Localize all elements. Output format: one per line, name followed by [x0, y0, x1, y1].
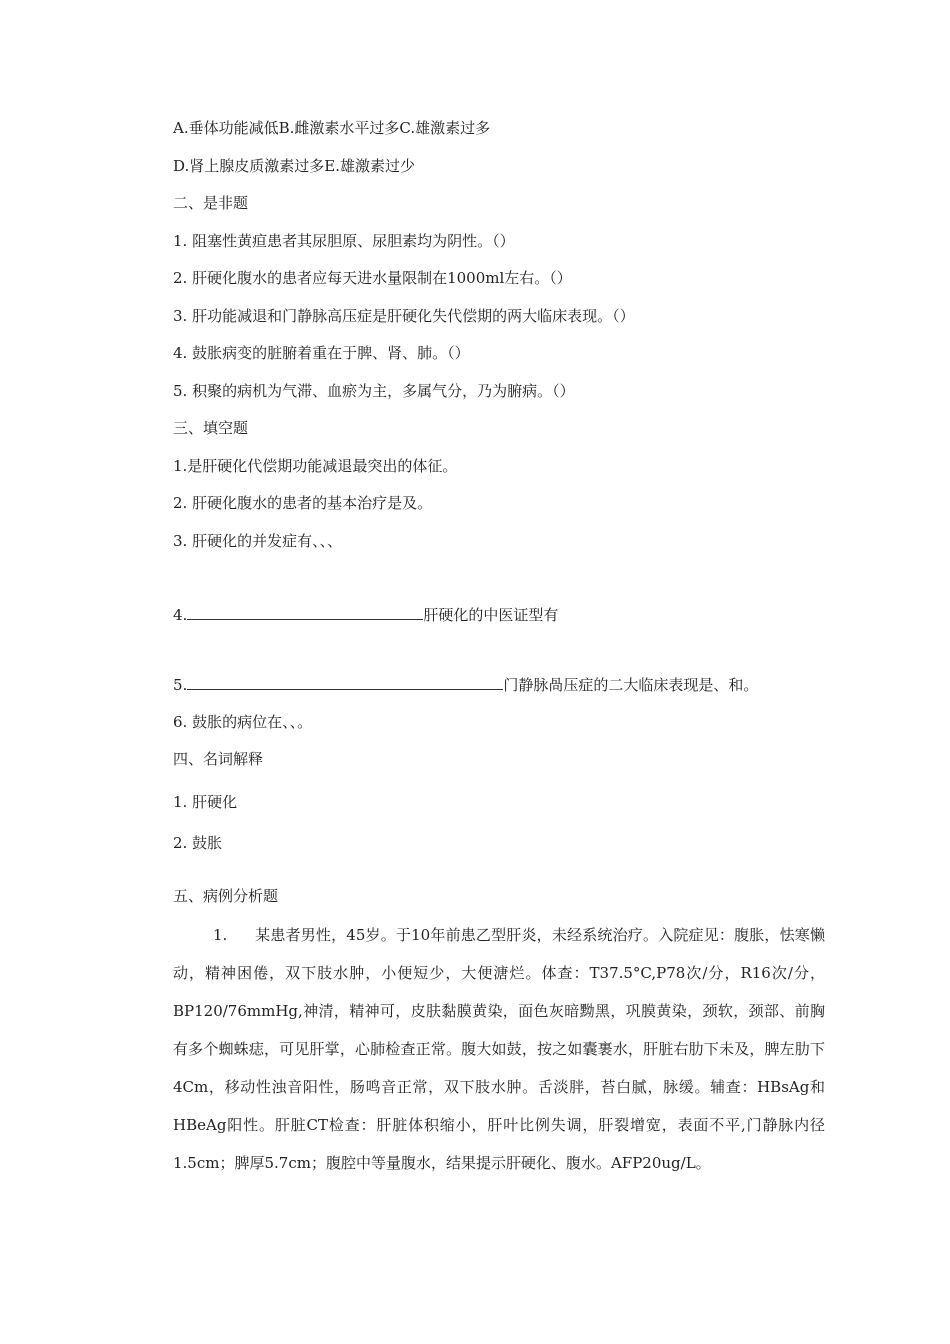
fill-blank-item: 1.是肝硬化代偿期功能减退最突出的体征。 — [173, 457, 458, 475]
section-title-terms: 四、名词解释 — [173, 750, 264, 768]
fill-blank-item — [173, 675, 758, 695]
answer-blank[interactable] — [187, 605, 423, 620]
case-text: 某患者男性，45岁。于10年前患乙型肝炎，未经系统治疗。入院症见：腹胀，怯寒懒动，精神困倦，双下肢水肿，小便短少，大便溏烂。体查：T37.5°C,P78次/分，R16次/分，BP120/76mmHg,神清，精神可，皮肤黏膜黄染，面色灰暗黝黑，巩膜黄染，颈软，颈部、前胸有多个蜘蛛痣，可见肝掌，心肺检查正常。腹大如鼓，按之如囊裹水，肝脏右肋下未及，脾左肋下4Cm，移动性浊音阳性，肠鸣音正常，双下肢水肿。舌淡胖，苔白腻，脉缓。辅查：HBsAg和HBeAg阳性。肝脏CT检查：肝脏体积缩小，肝叶比例失调，肝裂增宽，表面不平,门静脉内径1.5cm；脾厚5.7cm；腹腔中等量腹水，结果提示肝硬化、腹水。AFP20ug/L。 — [173, 926, 825, 1172]
item-number: 5. — [173, 676, 188, 694]
fill-blank-item — [173, 605, 558, 625]
case-paragraph — [173, 916, 825, 1182]
item-text: 门静脉咼压症的二大临床表现是、和。 — [503, 676, 759, 694]
section-title-true-false: 二、是非题 — [173, 194, 249, 212]
option-line-abc: A.垂体功能减低B.雌激素水平过多C.雄激素过多 — [173, 119, 491, 137]
term-item: 2. 鼓胀 — [173, 834, 223, 852]
true-false-item: 5. 积聚的病机为气滞、血瘀为主，多属气分，乃为腑病。（） — [173, 382, 575, 400]
true-false-item: 2. 肝硬化腹水的患者应每天进水量限制在1000ml左右。（） — [173, 269, 572, 287]
fill-blank-item: 2. 肝硬化腹水的患者的基本治疗是及。 — [173, 494, 433, 512]
term-item: 1. 肝硬化 — [173, 793, 238, 811]
section-title-case: 五、病例分析题 — [173, 887, 279, 905]
true-false-item: 3. 肝功能减退和门静脉高压症是肝硬化失代偿期的两大临床表现。（） — [173, 307, 635, 325]
item-number: 4. — [173, 606, 188, 624]
fill-blank-item: 3. 肝硬化的并发症有、、、 — [173, 532, 343, 550]
true-false-item: 4. 鼓胀病变的脏腑着重在于脾、肾、肺。（） — [173, 344, 470, 362]
answer-blank[interactable] — [187, 675, 503, 690]
true-false-item: 1. 阻塞性黄疸患者其尿胆原、尿胆素均为阴性。（） — [173, 232, 515, 250]
case-number: 1. — [213, 926, 228, 944]
option-line-de: D.肾上腺皮质激素过多E.雄激素过少 — [173, 157, 415, 175]
section-title-fill-blank: 三、填空题 — [173, 419, 249, 437]
item-text: 肝硬化的中医证型有 — [423, 606, 559, 624]
fill-blank-item: 6. 鼓胀的病位在、、。 — [173, 713, 313, 731]
